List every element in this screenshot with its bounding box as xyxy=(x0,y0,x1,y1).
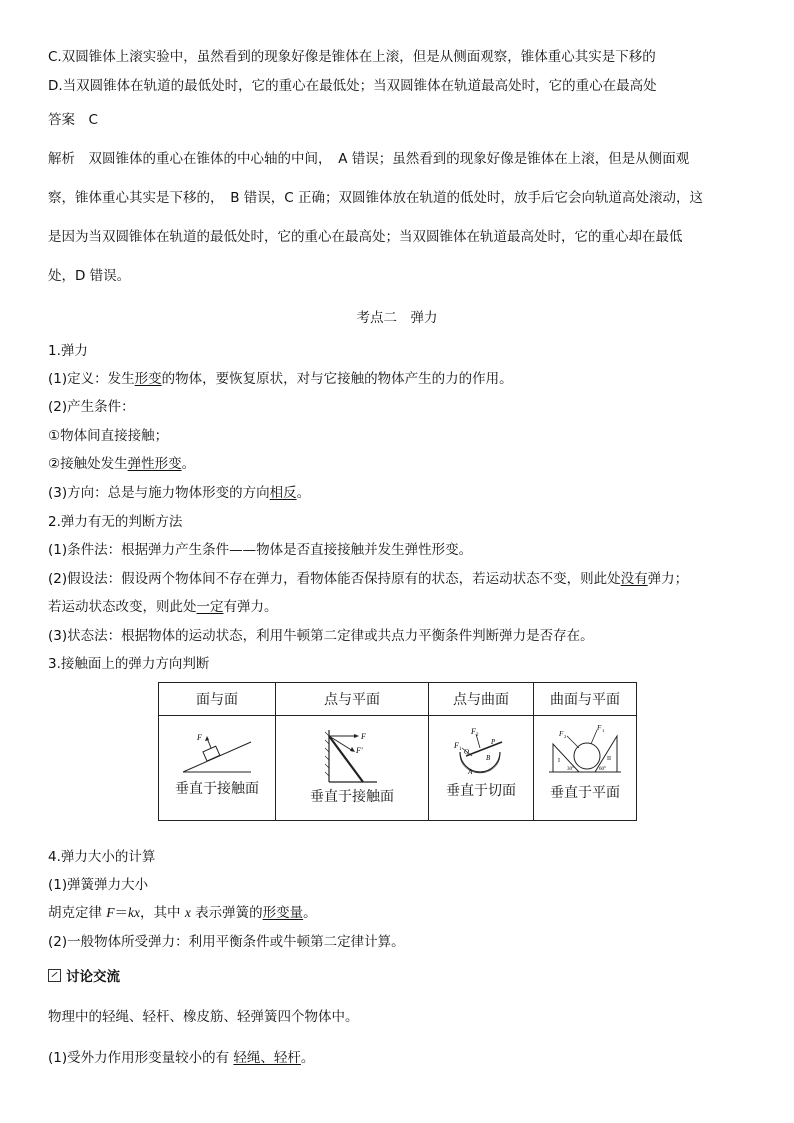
svg-text:II: II xyxy=(607,756,611,762)
analysis-line-3: 是因为当双圆锥体在轨道的最低处时，它的重心在最高处；当双圆锥体在轨道最高处时，它的重心却在最低 xyxy=(48,229,683,245)
svg-text:F: F xyxy=(197,733,202,742)
analysis-line-2: 察，锥体重心其实是下移的， B 错误，C 正确；双圆锥体放在轨道的低处时，放手后它会向轨道高处滚动，这 xyxy=(48,190,704,206)
blank-answer: 轻绳、轻杆 xyxy=(233,1050,301,1066)
analysis-line-1: 解析 双圆锥体的重心在锥体的中心轴的中间， A 错误；虽然看到的现象好像是锥体在上滚，但是从侧面观 xyxy=(48,151,690,167)
question-1: (1)受外力作用形变量较小的有 轻绳、轻杆。 xyxy=(48,1050,315,1066)
svg-text:I: I xyxy=(558,758,560,764)
svg-text:F: F xyxy=(559,730,564,738)
caption-surface-surface: 垂直于接触面 xyxy=(175,781,259,797)
svg-text:1: 1 xyxy=(602,728,605,733)
section-title: 考点二 弹力 xyxy=(356,310,438,326)
blank-answer: 没有 xyxy=(620,571,648,587)
conditions: (2)产生条件： xyxy=(48,399,135,415)
condition-1: ①物体间直接接触； xyxy=(48,428,169,444)
direction-table xyxy=(158,682,637,821)
hooke-law: 胡克定律 F＝kx，其中 x 表示弹簧的形变量。 xyxy=(48,905,317,921)
general-force: (2)一般物体所受弹力：利用平衡条件或牛顿第二定律计算。 xyxy=(48,934,405,950)
svg-text:F′: F′ xyxy=(356,746,363,755)
heading-magnitude: 4.弹力大小的计算 xyxy=(48,849,156,865)
blank-answer: 一定 xyxy=(196,599,224,615)
cell-surface-surface xyxy=(159,716,276,821)
blank-answer: 弹性形变 xyxy=(127,456,182,472)
svg-text:2: 2 xyxy=(476,733,479,738)
cell-point-plane xyxy=(276,716,429,821)
answer: 答案 C xyxy=(48,112,98,128)
svg-text:2: 2 xyxy=(564,734,567,739)
blank-answer: 形变量 xyxy=(262,905,304,921)
cell-curve-plane xyxy=(534,716,637,821)
caption-point-curve: 垂直于切面 xyxy=(446,783,516,799)
method-2-cont: 若运动状态改变，则此处一定有弹力。 xyxy=(48,599,278,615)
header-curve-plane: 曲面与平面 xyxy=(534,683,637,716)
edit-icon xyxy=(48,969,61,982)
rod-wall-figure xyxy=(317,726,387,786)
direction: (3)方向：总是与施力物体形变的方向相反。 xyxy=(48,485,311,501)
definition: (1)定义：发生形变的物体，要恢复原状，对与它接触的物体产生的力的作用。 xyxy=(48,371,513,387)
incline-block-figure xyxy=(177,728,257,778)
svg-text:F: F xyxy=(597,724,602,732)
svg-text:O: O xyxy=(464,748,470,756)
header-surface-surface: 面与面 xyxy=(159,683,276,716)
svg-text:A: A xyxy=(468,768,473,776)
question-intro: 物理中的轻绳、轻杆、橡皮筋、轻弹簧四个物体中。 xyxy=(48,1009,359,1025)
heading-elastic-force: 1.弹力 xyxy=(48,343,88,359)
method-2: (2)假设法：假设两个物体间不存在弹力，看物体能否保持原有的状态，若运动状态不变，则此处没有弹力； xyxy=(48,571,689,587)
option-d: D.当双圆锥体在轨道的最低处时，它的重心在最低处；当双圆锥体在轨道最高处时，它的重心在最高处 xyxy=(48,78,657,94)
ball-wedge-figure xyxy=(545,722,625,778)
option-c: C.双圆锥体上滚实验中，虽然看到的现象好像是锥体在上滚，但是从侧面观察，锥体重心其实是下移的 xyxy=(48,49,656,65)
blank-answer: 相反 xyxy=(269,485,297,501)
svg-text:30°: 30° xyxy=(567,767,574,772)
method-3: (3)状态法：根据物体的运动状态，利用牛顿第二定律或共点力平衡条件判断弹力是否存在。 xyxy=(48,628,594,644)
cell-point-curve xyxy=(429,716,534,821)
svg-text:1: 1 xyxy=(459,747,462,752)
svg-text:B: B xyxy=(486,754,491,762)
heading-judgment-methods: 2.弹力有无的判断方法 xyxy=(48,514,183,530)
spring-force: (1)弹簧弹力大小 xyxy=(48,877,149,893)
svg-text:F: F xyxy=(471,727,476,736)
svg-text:60°: 60° xyxy=(599,767,606,772)
caption-curve-plane: 垂直于平面 xyxy=(550,785,620,801)
heading-direction-table: 3.接触面上的弹力方向判断 xyxy=(48,656,210,672)
method-1: (1)条件法：根据弹力产生条件——物体是否直接接触并发生弹性形变。 xyxy=(48,542,473,558)
header-point-curve: 点与曲面 xyxy=(429,683,534,716)
discussion-heading: 讨论交流 xyxy=(48,968,120,986)
svg-text:P: P xyxy=(491,738,496,746)
analysis-line-4: 处，D 错误。 xyxy=(48,268,131,284)
bowl-rod-figure xyxy=(446,726,516,782)
blank-answer: 形变 xyxy=(134,371,162,387)
caption-point-plane: 垂直于接触面 xyxy=(310,789,394,805)
header-point-plane: 点与平面 xyxy=(276,683,429,716)
svg-text:F: F xyxy=(361,732,366,741)
svg-text:F: F xyxy=(454,741,459,750)
condition-2: ②接触处发生弹性形变。 xyxy=(48,456,196,472)
